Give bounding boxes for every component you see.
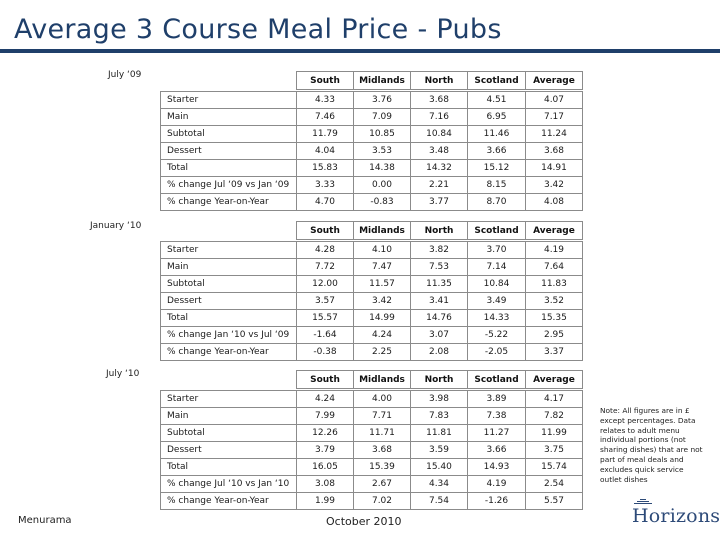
table-cell: 3.52 bbox=[526, 293, 583, 310]
table-row bbox=[161, 194, 583, 211]
table-cell: 11.99 bbox=[526, 425, 583, 442]
header-south: South bbox=[297, 222, 354, 240]
table-cell: 1.99 bbox=[297, 493, 354, 510]
table-cell: 7.99 bbox=[297, 408, 354, 425]
logo-lines-icon bbox=[632, 499, 654, 505]
table-cell: 15.12 bbox=[468, 160, 526, 177]
header-average: Average bbox=[526, 371, 583, 389]
period-label-jul10: July ‘10 bbox=[106, 369, 140, 379]
table-cell: 3.53 bbox=[354, 143, 411, 160]
header-blank bbox=[161, 222, 297, 240]
table-cell: 10.84 bbox=[468, 276, 526, 293]
table-cell: 7.47 bbox=[354, 259, 411, 276]
table-cell: 16.05 bbox=[297, 459, 354, 476]
table-cell: 4.19 bbox=[526, 242, 583, 259]
table-cell: 15.83 bbox=[297, 160, 354, 177]
table-cell: 7.54 bbox=[411, 493, 468, 510]
table-cell: 4.70 bbox=[297, 194, 354, 211]
header-south: South bbox=[297, 371, 354, 389]
table-cell: 3.77 bbox=[411, 194, 468, 211]
table-cell: 14.33 bbox=[468, 310, 526, 327]
table-cell: 10.85 bbox=[354, 126, 411, 143]
table-cell: 11.35 bbox=[411, 276, 468, 293]
table-row bbox=[161, 177, 583, 194]
row-label: Starter bbox=[161, 391, 297, 408]
table-cell: 15.57 bbox=[297, 310, 354, 327]
table-cell: 3.68 bbox=[411, 92, 468, 109]
table-cell: 3.89 bbox=[468, 391, 526, 408]
table-cell: 14.91 bbox=[526, 160, 583, 177]
footer-source: Menurama bbox=[18, 515, 72, 526]
table-cell: 11.57 bbox=[354, 276, 411, 293]
table-cell: 7.83 bbox=[411, 408, 468, 425]
table-row bbox=[161, 276, 583, 293]
table-cell: 12.26 bbox=[297, 425, 354, 442]
table-cell: 4.34 bbox=[411, 476, 468, 493]
table-cell: 2.25 bbox=[354, 344, 411, 361]
table-cell: 7.02 bbox=[354, 493, 411, 510]
row-label: % change Jul ‘10 vs Jan ‘10 bbox=[161, 476, 297, 493]
table-cell: 3.42 bbox=[354, 293, 411, 310]
table-cell: 14.99 bbox=[354, 310, 411, 327]
table-cell: 3.68 bbox=[354, 442, 411, 459]
table-cell: 3.79 bbox=[297, 442, 354, 459]
table-row bbox=[161, 242, 583, 259]
table-row bbox=[161, 327, 583, 344]
table-cell: 14.32 bbox=[411, 160, 468, 177]
row-label: % change Year-on-Year bbox=[161, 344, 297, 361]
table-row bbox=[161, 160, 583, 177]
table-cell: 4.24 bbox=[297, 391, 354, 408]
row-label: Main bbox=[161, 259, 297, 276]
footnote: Note: All figures are in £ except percentages. Data relates to adult menu individual portions (not sharing dishes) that are not part of meal deals and excludes quick service outlet dishes bbox=[600, 406, 703, 484]
header-scotland: Scotland bbox=[468, 72, 526, 90]
row-label: Starter bbox=[161, 92, 297, 109]
table-row bbox=[161, 442, 583, 459]
row-label: Dessert bbox=[161, 442, 297, 459]
price-table-jan10 bbox=[160, 221, 583, 361]
table-cell: 3.75 bbox=[526, 442, 583, 459]
table-cell: 14.76 bbox=[411, 310, 468, 327]
header-scotland: Scotland bbox=[468, 222, 526, 240]
table-cell: 12.00 bbox=[297, 276, 354, 293]
table-cell: 11.81 bbox=[411, 425, 468, 442]
table-cell: 14.38 bbox=[354, 160, 411, 177]
table-cell: 11.46 bbox=[468, 126, 526, 143]
table-header-row bbox=[161, 371, 583, 389]
title-divider bbox=[0, 49, 720, 53]
table-row bbox=[161, 259, 583, 276]
table-cell: 10.84 bbox=[411, 126, 468, 143]
table-cell: 7.46 bbox=[297, 109, 354, 126]
table-cell: 15.74 bbox=[526, 459, 583, 476]
table-cell: 7.09 bbox=[354, 109, 411, 126]
row-label: Subtotal bbox=[161, 425, 297, 442]
table-cell: 14.93 bbox=[468, 459, 526, 476]
row-label: Main bbox=[161, 408, 297, 425]
table-cell: 2.21 bbox=[411, 177, 468, 194]
table-cell: 8.15 bbox=[468, 177, 526, 194]
table-cell: 3.82 bbox=[411, 242, 468, 259]
table-cell: 3.37 bbox=[526, 344, 583, 361]
table-cell: 3.70 bbox=[468, 242, 526, 259]
table-cell: 4.04 bbox=[297, 143, 354, 160]
table-cell: 7.16 bbox=[411, 109, 468, 126]
table-cell: 15.35 bbox=[526, 310, 583, 327]
header-scotland: Scotland bbox=[468, 371, 526, 389]
table-cell: 3.68 bbox=[526, 143, 583, 160]
logo-text: Horizons bbox=[632, 505, 720, 527]
table-cell: 7.53 bbox=[411, 259, 468, 276]
table-row bbox=[161, 344, 583, 361]
row-label: Main bbox=[161, 109, 297, 126]
table-cell: 6.95 bbox=[468, 109, 526, 126]
table-row bbox=[161, 493, 583, 510]
table-cell: 11.24 bbox=[526, 126, 583, 143]
table-cell: -0.83 bbox=[354, 194, 411, 211]
table-cell: 2.08 bbox=[411, 344, 468, 361]
table-cell: -1.26 bbox=[468, 493, 526, 510]
table-cell: 3.66 bbox=[468, 143, 526, 160]
row-label: Subtotal bbox=[161, 276, 297, 293]
row-label: % change Year-on-Year bbox=[161, 493, 297, 510]
period-label-jan10: January ‘10 bbox=[90, 221, 142, 231]
table-cell: -0.38 bbox=[297, 344, 354, 361]
table-cell: 11.79 bbox=[297, 126, 354, 143]
table-cell: 3.41 bbox=[411, 293, 468, 310]
table-cell: 11.83 bbox=[526, 276, 583, 293]
table-row bbox=[161, 92, 583, 109]
table-row bbox=[161, 310, 583, 327]
table-cell: 0.00 bbox=[354, 177, 411, 194]
table-cell: 7.38 bbox=[468, 408, 526, 425]
table-cell: 3.42 bbox=[526, 177, 583, 194]
table-cell: 11.71 bbox=[354, 425, 411, 442]
header-blank bbox=[161, 72, 297, 90]
page-title: Average 3 Course Meal Price - Pubs bbox=[14, 14, 502, 45]
table-cell: 7.17 bbox=[526, 109, 583, 126]
header-south: South bbox=[297, 72, 354, 90]
table-cell: 4.00 bbox=[354, 391, 411, 408]
table-cell: 7.71 bbox=[354, 408, 411, 425]
table-cell: 3.59 bbox=[411, 442, 468, 459]
table-cell: 7.82 bbox=[526, 408, 583, 425]
header-midlands: Midlands bbox=[354, 222, 411, 240]
row-label: Dessert bbox=[161, 143, 297, 160]
table-cell: 2.54 bbox=[526, 476, 583, 493]
table-cell: 7.72 bbox=[297, 259, 354, 276]
table-cell: 4.28 bbox=[297, 242, 354, 259]
table-cell: 8.70 bbox=[468, 194, 526, 211]
header-north: North bbox=[411, 371, 468, 389]
table-cell: 4.24 bbox=[354, 327, 411, 344]
table-cell: 3.48 bbox=[411, 143, 468, 160]
footer-date: October 2010 bbox=[326, 515, 402, 528]
row-label: Subtotal bbox=[161, 126, 297, 143]
table-row bbox=[161, 408, 583, 425]
table-row bbox=[161, 391, 583, 408]
table-cell: 2.95 bbox=[526, 327, 583, 344]
table-cell: 4.07 bbox=[526, 92, 583, 109]
price-table-jul10 bbox=[160, 370, 583, 510]
table-cell: 4.19 bbox=[468, 476, 526, 493]
price-table-jul09 bbox=[160, 71, 583, 211]
table-cell: 2.67 bbox=[354, 476, 411, 493]
table-cell: 3.57 bbox=[297, 293, 354, 310]
table-cell: 4.33 bbox=[297, 92, 354, 109]
table-cell: 3.76 bbox=[354, 92, 411, 109]
table-cell: 11.27 bbox=[468, 425, 526, 442]
table-cell: -5.22 bbox=[468, 327, 526, 344]
header-midlands: Midlands bbox=[354, 371, 411, 389]
table-cell: 3.98 bbox=[411, 391, 468, 408]
table-row bbox=[161, 293, 583, 310]
header-north: North bbox=[411, 72, 468, 90]
table-cell: 15.39 bbox=[354, 459, 411, 476]
header-north: North bbox=[411, 222, 468, 240]
table-cell: 7.64 bbox=[526, 259, 583, 276]
table-row bbox=[161, 109, 583, 126]
table-cell: 4.08 bbox=[526, 194, 583, 211]
table-header-row bbox=[161, 222, 583, 240]
table-cell: 5.57 bbox=[526, 493, 583, 510]
table-row bbox=[161, 425, 583, 442]
table-cell: 7.14 bbox=[468, 259, 526, 276]
row-label: Total bbox=[161, 459, 297, 476]
row-label: Dessert bbox=[161, 293, 297, 310]
header-average: Average bbox=[526, 72, 583, 90]
table-cell: -1.64 bbox=[297, 327, 354, 344]
table-cell: 4.10 bbox=[354, 242, 411, 259]
table-header-row bbox=[161, 72, 583, 90]
table-cell: -2.05 bbox=[468, 344, 526, 361]
table-cell: 3.49 bbox=[468, 293, 526, 310]
table-row bbox=[161, 126, 583, 143]
table-cell: 3.33 bbox=[297, 177, 354, 194]
table-cell: 4.51 bbox=[468, 92, 526, 109]
table-cell: 15.40 bbox=[411, 459, 468, 476]
horizons-logo bbox=[632, 505, 720, 527]
table-row bbox=[161, 459, 583, 476]
row-label: % change Year-on-Year bbox=[161, 194, 297, 211]
table-cell: 3.07 bbox=[411, 327, 468, 344]
header-midlands: Midlands bbox=[354, 72, 411, 90]
row-label: % change Jul ‘09 vs Jan ‘09 bbox=[161, 177, 297, 194]
table-cell: 4.17 bbox=[526, 391, 583, 408]
row-label: % change Jan ‘10 vs Jul ‘09 bbox=[161, 327, 297, 344]
header-average: Average bbox=[526, 222, 583, 240]
row-label: Starter bbox=[161, 242, 297, 259]
row-label: Total bbox=[161, 310, 297, 327]
row-label: Total bbox=[161, 160, 297, 177]
table-row bbox=[161, 143, 583, 160]
header-blank bbox=[161, 371, 297, 389]
table-row bbox=[161, 476, 583, 493]
table-cell: 3.66 bbox=[468, 442, 526, 459]
period-label-jul09: July ‘09 bbox=[108, 70, 142, 80]
table-cell: 3.08 bbox=[297, 476, 354, 493]
